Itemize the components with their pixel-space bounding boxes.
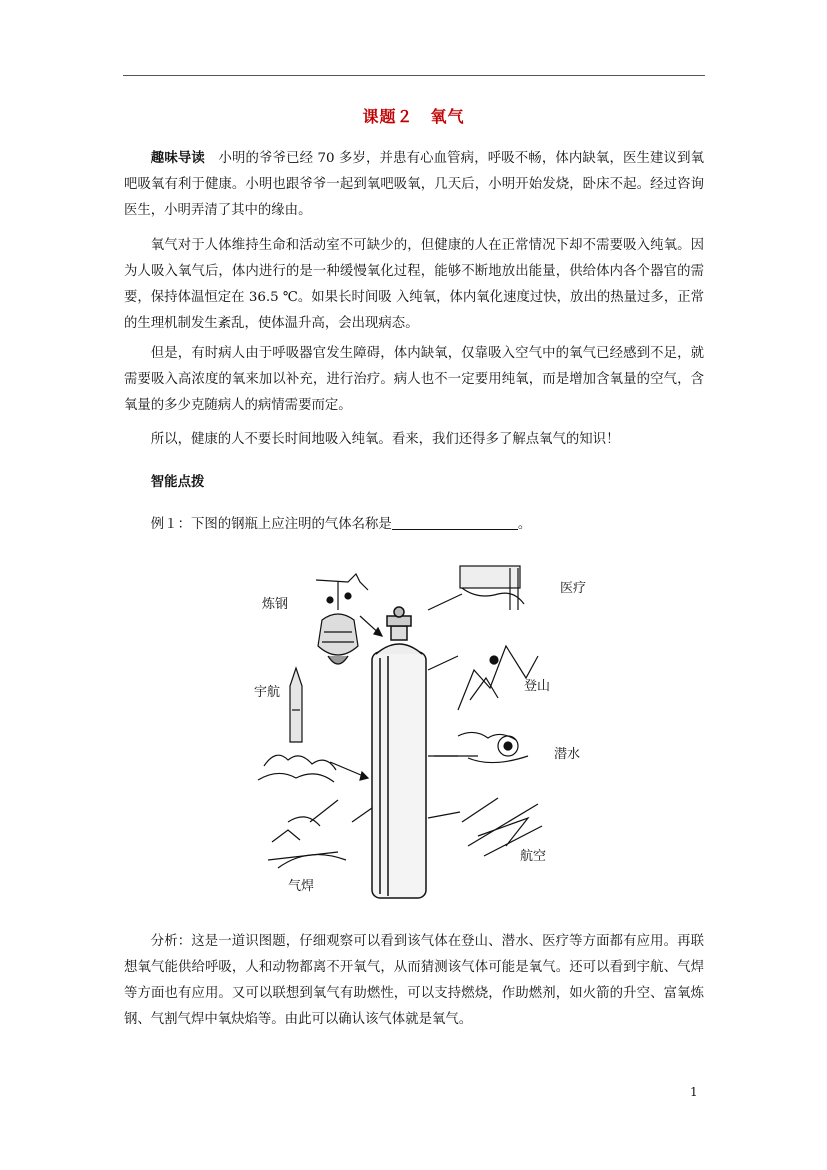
paragraph-3: 但是，有时病人由于呼吸器官发生障碍，体内缺氧，仅靠吸入空气中的氧气已经感到不足，就需要吸入高浓度的氧来加以补充，进行治疗。病人也不一定要用纯氧，而是增加含氧量的空气，含氧量的多少克随病人的病情需要而定。: [124, 346, 704, 413]
steelmaking-illustration: [316, 574, 368, 664]
page-number: 1: [690, 1085, 698, 1099]
climbing-illustration: [458, 646, 538, 710]
answer-blank: [392, 514, 518, 530]
intro-paragraph: [124, 145, 704, 224]
label-aviation: 航空: [520, 849, 547, 864]
oxygen-cylinder-illustration: [372, 607, 426, 898]
lesson-title: 课题２ 氧气: [362, 107, 465, 126]
example-prefix: 例１：下图的钢瓶上应注明的气体名称是: [150, 517, 392, 532]
paragraph-2: 氧气对于人体维持生命和活动室不可缺少的，但健康的人在正常情况下却不需要吸入纯氧。因为人吸入氧气后，体内进行的是一种缓慢氧化过程，能够不断地放出能量，供给体内各个器官的需要，保持体温恒定在 36.5 ℃。如果长时间吸 入纯氧，体内氧化速度过快，放出的热量过多，正常的生理机制发生紊乱，使体温升高，会出现病态。: [124, 238, 704, 331]
analysis-paragraph: 分析：这是一道识图题，仔细观察可以看到该气体在登山、潜水、医疗等方面都有应用。再联想氧气能供给呼吸，人和动物都离不开氧气，从而猜测该气体可能是氧气。还可以看到宇航、气焊等方面也有应用。又可以联想到氧气有助燃性，可以支持燃烧，作助燃剂，如火箭的升空、富氧炼钢、气割气焊中氧炔焰等。由此可以确认该气体就是氧气。: [124, 934, 704, 1027]
label-medical: 医疗: [560, 581, 587, 596]
label-steelmaking: 炼钢: [262, 597, 289, 612]
paragraph-4: 所以，健康的人不要长时间地吸入纯氧。看来，我们还得多了解点氧气的知识！: [150, 432, 620, 447]
label-aerospace: 宇航: [254, 685, 281, 700]
oxygen-uses-figure: [248, 560, 598, 905]
diving-illustration: [434, 732, 528, 762]
intro-text: 小明的爷爷已经 70 多岁，并患有心血管病，呼吸不畅，体内缺氧，医生建议到氧吧吸氧有利于健康。小明也跟爷爷一起到氧吧吸氧，几天后，小明开始发烧，卧床不起。经过咨询医生，小明弄清了其中的缘由。: [124, 151, 704, 218]
section-heading: 智能点拨: [150, 474, 205, 490]
header-rule: [123, 75, 705, 76]
welding-illustration: [268, 800, 346, 868]
aviation-illustration: [462, 798, 542, 856]
label-diving: 潜水: [554, 747, 581, 762]
example-question: [124, 512, 704, 538]
label-climbing: 登山: [524, 679, 551, 694]
example-suffix: 。: [517, 517, 532, 532]
medical-illustration: [428, 566, 524, 610]
intro-label: 趣味导读: [150, 150, 205, 166]
label-welding: 气焊: [288, 879, 315, 894]
